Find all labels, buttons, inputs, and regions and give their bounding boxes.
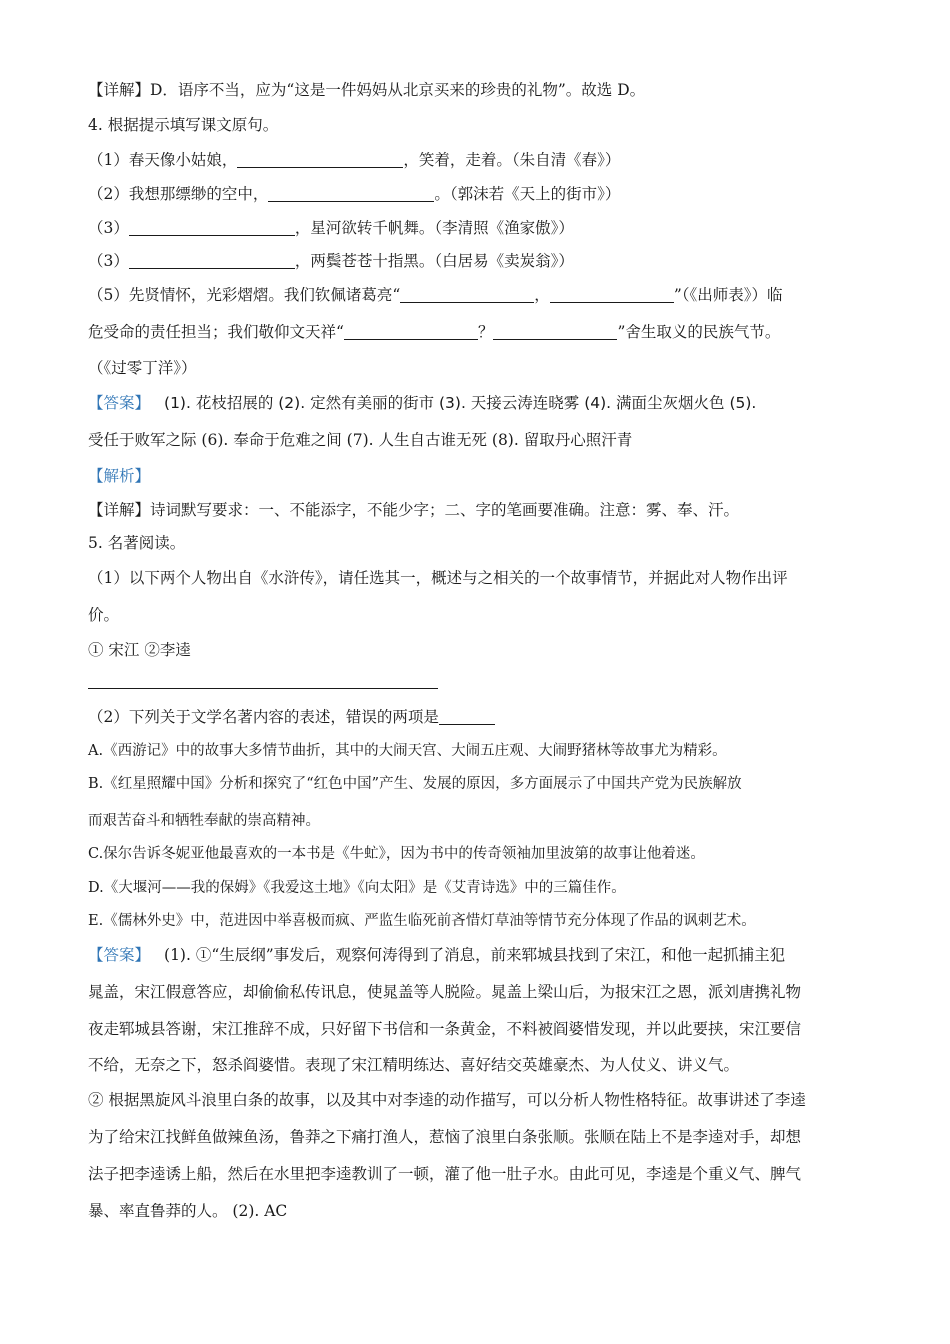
q4-item-4-post: ，两鬓苍苍十指黑。（白居易《卖炭翁》） [294,252,574,270]
q4-item-4-pre: （3） [88,252,129,270]
q5-answer-line-8: 暴、率直鲁莽的人。 (2). AC [88,1202,288,1220]
q4-item-5-d: ”舍生取义的民族气节。 [617,323,781,341]
q4-answer-line-1 [88,392,863,414]
q5-answer-line-7: 法子把李逵诱上船，然后在水里把李逵教训了一顿，灌了他一肚子水。由此可见，李逵是个重义气、脾气 [88,1165,802,1183]
q4-item-5-line-1 [88,284,863,306]
q5-answer-line-5: ② 根据黑旋风斗浪里白条的故事，以及其中对李逵的动作描写，可以分析人物性格特征。故事讲述了李逵 [88,1091,806,1109]
answer-blank[interactable] [493,323,617,340]
q5-option-c: C.保尔告诉冬妮亚他最喜欢的一本书是《牛虻》，因为书中的传奇领袖加里波第的故事让他着迷。 [88,846,705,862]
q5-title: 5. 名著阅读。 [88,534,186,552]
answer-blank[interactable] [439,708,495,725]
q5-option-b-cont: 而艰苦奋斗和牺牲奉献的崇高精神。 [88,813,320,829]
q4-item-3-pre: （3） [88,219,129,237]
q4-item-3 [88,217,863,239]
q5-option-a: A.《西游记》中的故事大多情节曲折，其中的大闹天宫、大闹五庄观、大闹野猪林等故事尤为精彩。 [88,743,727,759]
q4-item-1-post: ，笑着，走着。（朱自清《春》） [403,151,621,169]
answer-blank[interactable] [400,286,534,303]
q5-answer-line-3: 夜走郓城县答谢，宋江推辞不成，只好留下书信和一条黄金，不料被阎婆惜发现，并以此要挟，宋江要信 [88,1020,802,1038]
q4-item-5-c: 危受命的责任担当；我们敬仰文天祥“ [88,323,344,341]
q5-answer-text-1: (1). ①“生辰纲”事发后，观察何涛得到了消息，前来郓城县找到了宋江，和他一起抓捕主犯 [164,946,786,964]
q5-choices: ① 宋江 ②李逵 [88,641,191,659]
answer-blank[interactable] [268,185,434,202]
q4-item-2-post: 。（郭沫若《天上的街市》） [434,185,621,203]
q4-item-1-pre: （1）春天像小姑娘， [88,151,238,169]
q5-answer-line-1 [88,944,863,966]
q4-title: 4. 根据提示填写课文原句。 [88,116,279,134]
q5-sub2-text: （2）下列关于文学名著内容的表述，错误的两项是 [88,708,439,726]
analysis-tag: 【解析】 [88,467,151,485]
answer-blank[interactable] [129,219,295,236]
q4-item-5-comma: ， [534,286,550,304]
q4-answer-line-2: 受任于败军之际 (6). 奉命于危难之间 (7). 人生自古谁无死 (8). 留取丹心照汗青 [88,431,633,449]
answer-tag: 【答案】 [88,394,151,412]
q4-item-5-q: ？ [477,323,494,341]
q5-option-d: D.《大堰河——我的保姆》《我爱这土地》《向太阳》是《艾青诗选》中的三篇佳作。 [88,880,626,896]
q5-sub1-line-1: （1）以下两个人物出自《水浒传》，请任选其一，概述与之相关的一个故事情节，并据此对人物作出评 [88,569,788,587]
answer-tag: 【答案】 [88,946,151,964]
answer-blank[interactable] [237,151,403,168]
q4-item-5-source: （《过零丁洋》） [88,359,197,377]
q4-analysis [88,465,863,487]
q4-answer-text-1: (1). 花枝招展的 (2). 定然有美丽的街市 (3). 天接云涛连晓雾 (4). 满面尘灰烟火色 (5). [164,394,757,412]
q4-detail: 【详解】诗词默写要求：一、不能添字，不能少字；二、字的笔画要准确。注意：雾、奉、汗。 [88,501,740,519]
q5-sub2 [88,706,863,728]
q5-answer-line-2: 晁盖，宋江假意答应，却偷偷私传讯息，使晁盖等人脱险。晁盖上梁山后，为报宋江之恩，派刘唐携礼物 [88,983,802,1001]
q4-item-5-line-2 [88,321,863,343]
q4-item-5-a: （5）先贤情怀，光彩熠熠。我们钦佩诸葛亮“ [88,286,401,304]
q3-detail: 【详解】D．语序不当，应为“这是一件妈妈从北京买来的珍贵的礼物”。故选 D。 [88,81,646,99]
q4-item-3-post: ，星河欲转千帆舞。（李清照《渔家傲》） [294,219,574,237]
q4-item-5-b: ”（《出师表》）临 [673,286,783,304]
q5-answer-line-6: 为了给宋江找鲜鱼做辣鱼汤，鲁莽之下痛打渔人，惹恼了浪里白条张顺。张顺在陆上不是李逵对手，却想 [88,1128,802,1146]
q4-item-4 [88,250,863,272]
answer-blank[interactable] [129,252,295,269]
answer-writing-line[interactable] [88,688,438,689]
q4-item-2 [88,183,863,205]
q5-sub1-line-2: 价。 [88,606,120,624]
q5-option-b: B.《红星照耀中国》分析和探究了“红色中国”产生、发展的原因，多方面展示了中国共产党为民族解放 [88,776,742,792]
q4-item-1 [88,149,863,171]
answer-blank[interactable] [550,286,674,303]
q5-answer-line-4: 不给，无奈之下，怒杀阎婆惜。表现了宋江精明练达、喜好结交英雄豪杰、为人仗义、讲义气。 [88,1056,740,1074]
answer-blank[interactable] [344,323,478,340]
q5-option-e: E.《儒林外史》中，范进因中举喜极而疯、严监生临死前吝惜灯草油等情节充分体现了作品的讽刺艺术。 [88,913,756,929]
q4-item-2-pre: （2）我想那缥缈的空中， [88,185,269,203]
